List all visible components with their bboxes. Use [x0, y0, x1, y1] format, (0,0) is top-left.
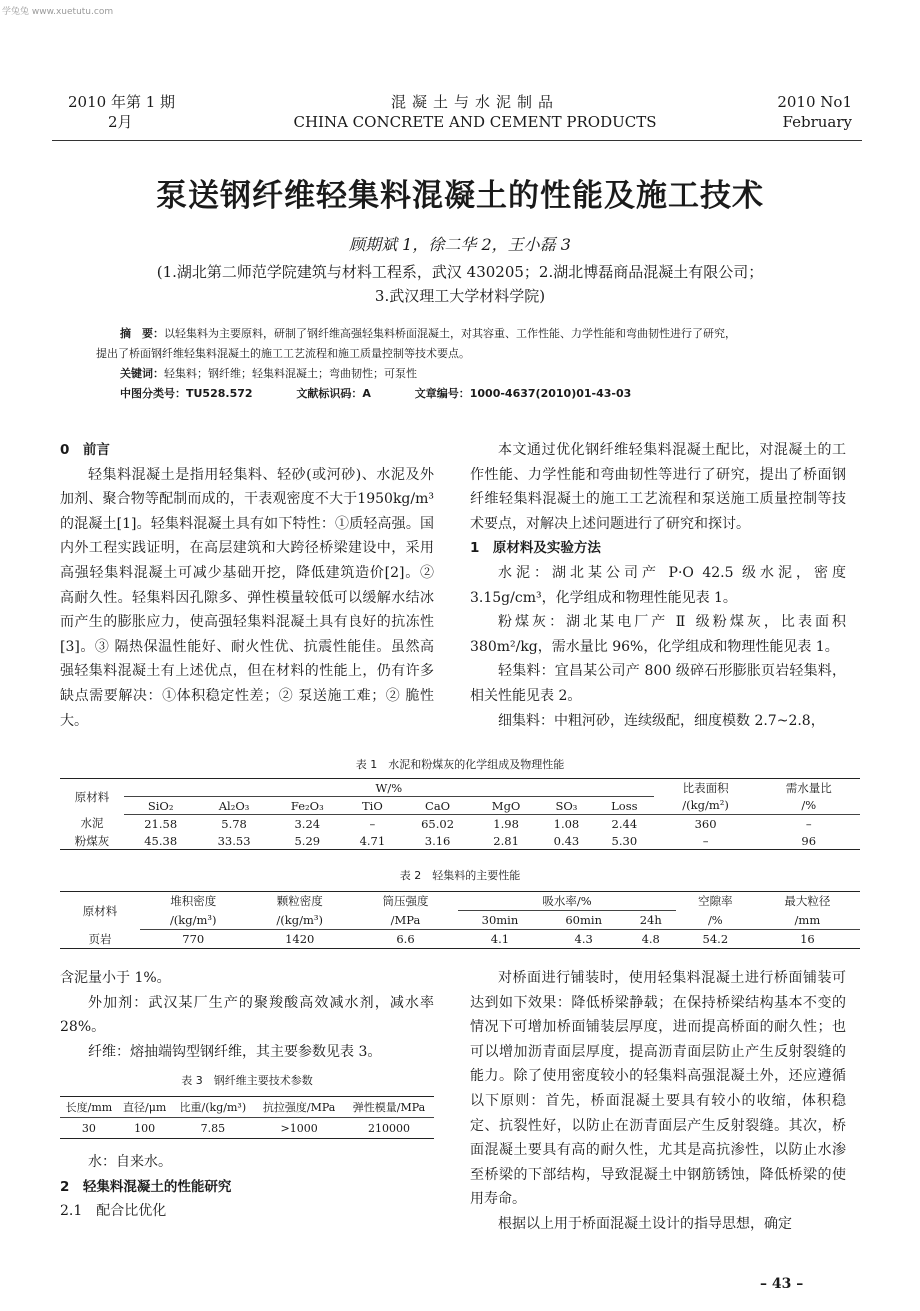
- t2-header-bulk: 堆积密度: [170, 894, 217, 909]
- keywords-text: 轻集料；钢纤维；轻集料混凝土；弯曲韧性；可泵性: [164, 367, 417, 380]
- t3-cell: 210000: [368, 1121, 411, 1135]
- t1-cell: –: [369, 816, 376, 831]
- table-1: [60, 778, 860, 850]
- document-code: 文献标识码：A: [296, 387, 371, 400]
- t3-cell: 100: [134, 1121, 156, 1135]
- t1-cell: 5.78: [221, 816, 247, 831]
- page-number: – 43 –: [760, 1276, 804, 1292]
- t2-cell: 16: [800, 932, 815, 946]
- t1-oxide: Fe₂O₃: [271, 797, 344, 815]
- flyash-paragraph: 粉煤灰：湖北某电厂产 Ⅱ 级粉煤灰，比表面积 380m²/kg，需水量比 96%，化学组成和物理性能见表 1。: [470, 614, 846, 655]
- column-left-bottom: [60, 966, 434, 1064]
- t2-cell: 6.6: [396, 932, 415, 946]
- table-row: [60, 930, 860, 949]
- t1-oxide: Al₂O₃: [197, 797, 270, 815]
- table-row: [60, 832, 860, 850]
- t1-cell: 21.58: [144, 816, 178, 831]
- t2-header-size: 最大粒径: [784, 894, 831, 909]
- t2-header-absorb: 吸水率/%: [458, 892, 676, 911]
- table-3-caption: 表 3 钢纤维主要技术参数: [181, 1074, 313, 1087]
- t1-cell: –: [702, 833, 709, 848]
- t1-cell: 2.44: [611, 816, 638, 831]
- t2-cell: 770: [182, 932, 205, 946]
- t1-cell: 33.53: [217, 833, 251, 848]
- t1-cell: 3.24: [294, 816, 321, 831]
- affiliation-line-1: (1.湖北第二师范学院建筑与材料工程系，武汉 430205；2.湖北博磊商品混凝土有限公司；: [156, 263, 764, 281]
- abstract-block: [96, 324, 824, 404]
- watermark: 学兔兔 www.xuetutu.com: [2, 7, 114, 17]
- t2-header-particle: 颗粒密度: [276, 894, 323, 909]
- column-right-bottom: [470, 966, 846, 1237]
- header-month-en: February: [782, 113, 852, 131]
- keywords-label: 关键词：: [120, 367, 164, 380]
- t2-header-60min: 60min: [542, 911, 626, 930]
- section-0-paragraph: 轻集料混凝土是指用轻集料、轻砂(或河砂)、水泥及外加剂、聚合物等配制而成的，干表观密度不大于1950kg/m³ 的混凝土[1]。轻集料混凝土具有如下特性：①质轻高强。国内外工程实践证明，在高层建筑和大跨径桥梁建设中，采用高强轻集料混凝土可减少基础开挖，降低建筑造价[2]。② 高耐久性。轻集料因孔隙多、弹性模量较低可以缓解水结冰而产生的膨胀应力，使高强轻集料混凝土具有良好的抗冻性 [3]。③ 隔热保温性能好、耐火性优、抗震性能佳。虽然高强轻集料混凝土有上述优点，但在材料的性能上，仍有许多缺点需要解决：①体积稳定性差；② 泵送施工难；② 脆性大。: [60, 466, 434, 729]
- paper-title: 泵送钢纤维轻集料混凝土的性能及施工技术: [156, 178, 764, 214]
- table-row: [60, 1118, 434, 1139]
- t1-cell: 45.38: [144, 833, 178, 848]
- article-number: 文章编号：1000-4637(2010)01-43-03: [414, 387, 632, 400]
- t1-cell: 3.16: [424, 833, 451, 848]
- lightweight-aggregate-paragraph: 轻集料：宜昌某公司产 800 级碎石形膨胀页岩轻集料，相关性能见表 2。: [470, 663, 846, 704]
- t2-unit: /(kg/m³): [246, 911, 352, 930]
- t1-cell: 4.71: [359, 833, 386, 848]
- t1-cell: 1.98: [493, 816, 519, 831]
- t1-cell: 粉煤灰: [74, 833, 110, 848]
- section-0-heading: 0 前言: [60, 442, 110, 458]
- column-right-top: [470, 438, 846, 733]
- t1-oxide: MgO: [474, 797, 538, 815]
- t1-cell: 96: [801, 833, 817, 848]
- t2-unit: /mm: [755, 911, 860, 930]
- classification: [96, 384, 824, 404]
- abstract: [96, 324, 824, 344]
- t2-unit: /%: [676, 911, 755, 930]
- cement-paragraph: 水泥：湖北某公司产 P·O 42.5 级水泥，密度 3.15g/cm³，化学组成和物理性能见表 1。: [470, 564, 846, 606]
- t2-header-30min: 30min: [458, 911, 542, 930]
- table-1-caption: 表 1 水泥和粉煤灰的化学组成及物理性能: [355, 758, 565, 771]
- t1-oxide: TiO: [344, 797, 401, 815]
- table-2: [60, 891, 860, 949]
- affiliation-line-2: 3.武汉理工大学材料学院): [374, 287, 546, 305]
- t3-header: 比重/(kg/m³): [172, 1097, 255, 1118]
- t1-cell: 5.30: [611, 833, 638, 848]
- t1-oxide: Loss: [595, 797, 654, 815]
- t2-header-strength: 筒压强度: [382, 894, 429, 909]
- column-left-top: [60, 438, 434, 733]
- design-paragraph: 根据以上用于桥面混凝土设计的指导思想，确定: [498, 1215, 792, 1232]
- t3-header: 抗拉强度/MPa: [254, 1097, 344, 1118]
- t3-cell: >1000: [280, 1121, 318, 1135]
- t1-cell: 5.29: [294, 833, 321, 848]
- affiliations: [100, 260, 820, 308]
- t1-cell: 360: [694, 816, 717, 831]
- keywords: [96, 364, 824, 384]
- table-3: [60, 1096, 434, 1139]
- t2-cell: 4.8: [641, 932, 660, 946]
- t2-cell: 页岩: [88, 931, 112, 946]
- abstract-text-2: 提出了桥面钢纤维轻集料混凝土的施工工艺流程和施工质量控制等技术要点。: [96, 347, 470, 360]
- table-row: [60, 815, 860, 833]
- t3-header: 直径/μm: [118, 1097, 172, 1118]
- t2-header-24h: 24h: [626, 911, 676, 930]
- t1-cell: 1.08: [553, 816, 580, 831]
- t1-header-ssa: 比表面积: [682, 780, 729, 795]
- t1-cell: 2.81: [493, 833, 519, 848]
- header-year-issue: 2010 年第 1 期: [68, 93, 176, 111]
- abstract-label: 摘 要：: [120, 327, 164, 340]
- section-1-heading: 1 原材料及实验方法: [470, 540, 601, 557]
- t1-ssa-unit: /(kg/m²): [654, 797, 758, 815]
- fiber-paragraph: 纤维：熔抽端钩型钢纤维，其主要参数见表 3。: [88, 1043, 382, 1060]
- t1-cell: 水泥: [80, 816, 104, 831]
- header-journal: [280, 92, 670, 132]
- t3-cell: 30: [81, 1121, 96, 1135]
- table-2-caption: 表 2 轻集料的主要性能: [399, 869, 521, 882]
- fine-aggregate-continued: 含泥量小于 1%。: [60, 970, 171, 986]
- water-paragraph: 水：自来水。: [88, 1154, 172, 1170]
- deck-paragraph: 对桥面进行铺装时，使用轻集料混凝土进行桥面铺装可达到如下效果：降低桥梁静载；在保持桥梁结构基本不变的情况下可增加桥面铺装层厚度，进而提高桥面的耐久性；也可以增加沥青面层厚度，提高沥青面层防止产生反射裂缝的能力。除了使用密度较小的轻集料高强混凝土外，还应遵循以下原则：首先，桥面混凝土要具有较小的收缩，体积稳定、抗裂性好，以防止在沥青面层产生反射裂缝。其次，桥面混凝土要具有高的耐久性，尤其是高抗渗性，以防止水渗至桥梁的下部结构，导致混凝土中钢筋锈蚀，降低桥梁的使用寿命。: [470, 970, 846, 1208]
- t1-water-unit: /%: [757, 797, 860, 815]
- intro-paragraph: 本文通过优化钢纤维轻集料混凝土配比，对混凝土的工作性能、力学性能和弯曲韧性等进行了研究，提出了桥面钢纤维轻集料混凝土的施工工艺流程和泵送施工质量控制等技术要点，对解决上述问题进行了研究和探讨。: [470, 442, 846, 532]
- header-rule: [52, 140, 862, 141]
- t1-cell: 65.02: [421, 816, 455, 831]
- section-2-1-heading: 2.1 配合比优化: [60, 1203, 167, 1220]
- section-2-heading: 2 轻集料混凝土的性能研究: [60, 1178, 232, 1195]
- t1-header-w: W/%: [124, 779, 654, 797]
- t3-header: 弹性模量/MPa: [344, 1097, 434, 1118]
- t1-cell: –: [805, 816, 812, 831]
- t1-oxide: CaO: [401, 797, 474, 815]
- t2-header-void: 空隙率: [698, 894, 733, 909]
- t2-unit: /MPa: [353, 911, 458, 930]
- header-number: [740, 92, 852, 132]
- fine-aggregate-paragraph: 细集料：中粗河砂，连续级配，细度模数 2.7~2.8，: [498, 712, 825, 729]
- journal-name-en: CHINA CONCRETE AND CEMENT PRODUCTS: [293, 113, 657, 131]
- t1-header-water: 需水量比: [785, 780, 832, 795]
- t3-header: 长度/mm: [60, 1097, 118, 1118]
- t2-cell: 54.2: [702, 932, 729, 946]
- admixture-paragraph: 外加剂：武汉某厂生产的聚羧酸高效减水剂，减水率 28%。: [60, 994, 434, 1036]
- clc-number: 中图分类号：TU528.572: [120, 387, 253, 400]
- journal-name-cn: 混凝土与水泥制品: [390, 93, 559, 111]
- abstract-text-1: 以轻集料为主要原料，研制了钢纤维高强轻集料桥面混凝土，对其容重、工作性能、力学性能和弯曲韧性进行了研究，: [164, 327, 736, 340]
- header-issue: [68, 92, 208, 132]
- t2-cell: 4.3: [574, 932, 593, 946]
- authors: 顾期斌 1，徐二华 2，王小磊 3: [349, 235, 571, 254]
- column-left-end: [60, 1150, 434, 1224]
- t2-cell: 4.1: [490, 932, 510, 946]
- t1-oxide: SO₃: [538, 797, 595, 815]
- t2-header-material: 原材料: [82, 903, 118, 918]
- header-no: 2010 No1: [777, 93, 852, 111]
- t2-cell: 1420: [285, 932, 315, 946]
- t3-cell: 7.85: [200, 1121, 226, 1135]
- t1-oxide: SiO₂: [124, 797, 197, 815]
- header-month: 2月: [108, 113, 133, 131]
- t2-unit: /(kg/m³): [140, 911, 246, 930]
- t1-cell: 0.43: [553, 833, 580, 848]
- t1-header-material: 原材料: [74, 789, 110, 804]
